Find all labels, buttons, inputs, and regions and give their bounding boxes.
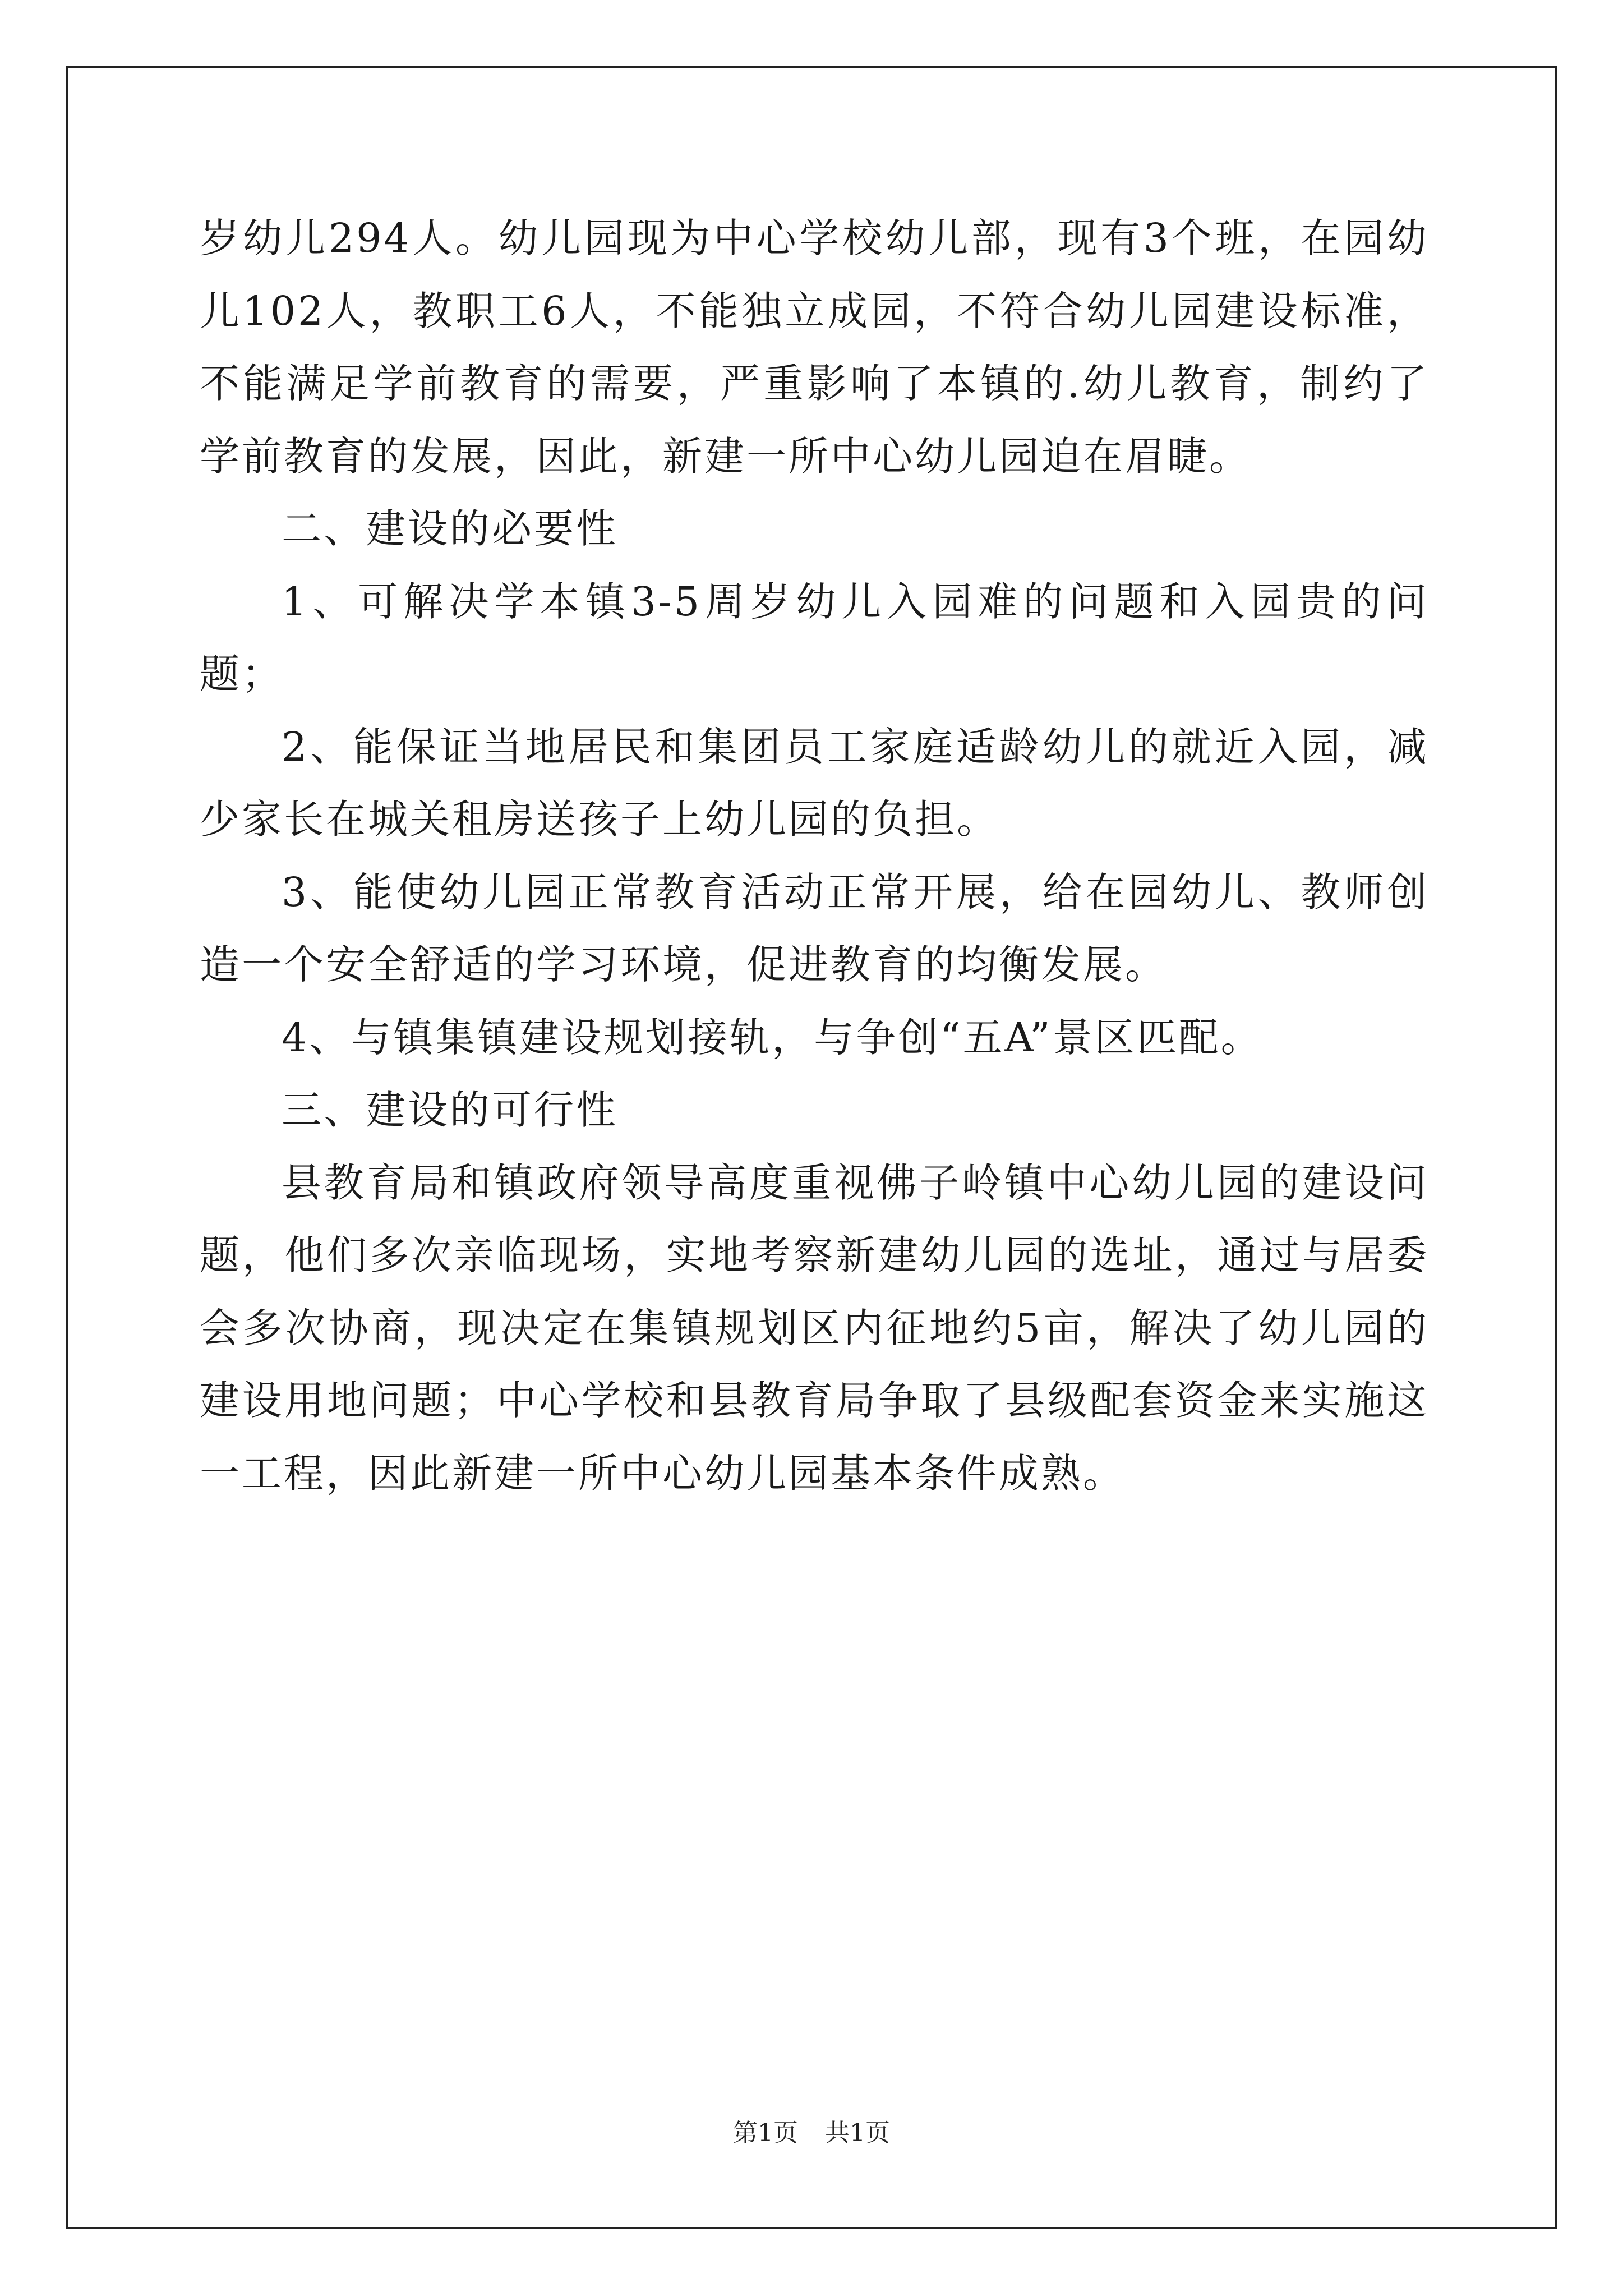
necessity-item-3: 3、能使幼儿园正常教育活动正常开展，给在园幼儿、教师创造一个安全舒适的学习环境，促进教育的均衡发展。: [200, 868, 1429, 988]
necessity-item-4: 4、与镇集镇建设规划接轨，与争创“五A”景区匹配。: [282, 1014, 1263, 1061]
paragraph-enrollment-situation: 岁幼儿294人。幼儿园现为中心学校幼儿部，现有3个班，在园幼儿102人，教职工6人，不能独立成园，不符合幼儿园建设标准，不能满足学前教育的需要，严重影响了本镇的.幼儿教育，制约了学前教育的发展，因此，新建一所中心幼儿园迫在眉睫。: [200, 215, 1429, 480]
heading-necessity: 二、建设的必要性: [282, 505, 619, 552]
necessity-item-2: 2、能保证当地居民和集团员工家庭适龄幼儿的就近入园，减少家长在城关租房送孩子上幼儿园的负担。: [200, 723, 1429, 843]
page-number: 第1页: [733, 2119, 798, 2147]
document-body: [200, 202, 1429, 1510]
page-total: 共1页: [825, 2119, 890, 2147]
necessity-item-1: 1、可解决学本镇3-5周岁幼儿入园难的问题和入园贵的问题；: [200, 578, 1429, 697]
heading-feasibility: 三、建设的可行性: [282, 1087, 619, 1133]
page-footer: [0, 2118, 1623, 2149]
paragraph-feasibility: 县教育局和镇政府领导高度重视佛子岭镇中心幼儿园的建设问题，他们多次亲临现场，实地考察新建幼儿园的选址，通过与居委会多次协商，现决定在集镇规划区内征地约5亩，解决了幼儿园的建设用地问题；中心学校和县教育局争取了县级配套资金来实施这一工程，因此新建一所中心幼儿园基本条件成熟。: [200, 1159, 1429, 1497]
